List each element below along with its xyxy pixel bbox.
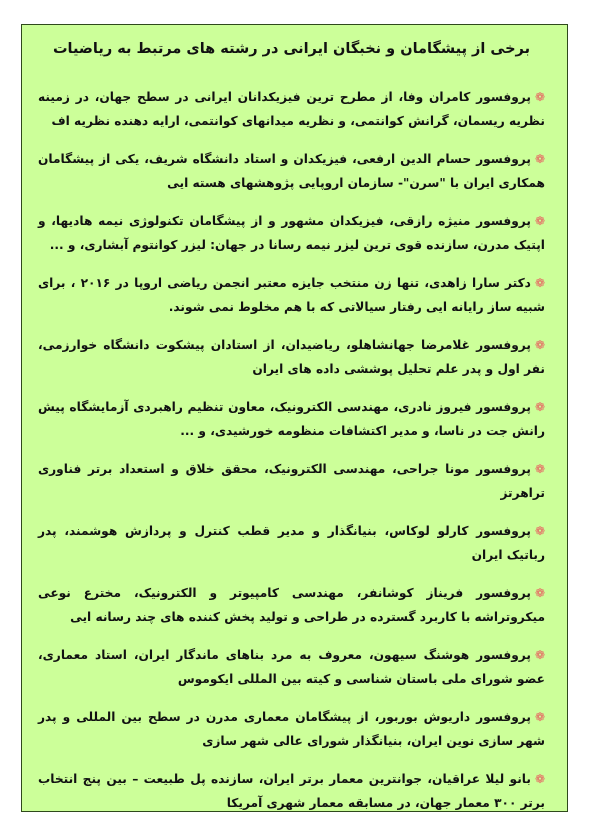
list-item: [38, 209, 545, 257]
list-item-text: بانو لیلا عراقیان، جوانترین معمار برتر ایران، سازنده پل طبیعت – بین پنج انتخاب برتر ۳۰۰ معمار جهان، در مسابقه معمار شهری آمریکا: [38, 772, 545, 810]
list-item: [38, 519, 545, 567]
list-item-text: پروفسور منیژه رازقی، فیزیکدان مشهور و از پیشگامان تکنولوژی نیمه هادیها، و اپتیک مدرن، سازنده قوی ترین لیزر نیمه رسانا در جهان: لیزر کوانتوم آبشاری، و ...: [38, 214, 545, 252]
flower-bullet-icon: ❁: [534, 710, 545, 724]
flower-bullet-icon: ❁: [534, 214, 545, 228]
flower-bullet-icon: ❁: [534, 524, 545, 538]
list-item-text: پروفسور فیروز نادری، مهندسی الکترونیک، معاون تنظیم راهبردی آزمایشگاه پیش رانش جت در ناسا، و مدیر اکتشافات منظومه خورشیدی، و ...: [38, 400, 545, 438]
pioneers-list: [38, 85, 545, 815]
flower-bullet-icon: ❁: [534, 772, 545, 786]
list-item-text: پروفسور کامران وفا، از مطرح ترین فیزیکدانان ایرانی در سطح جهان، در زمینه نظریه ریسمان، گرانش کوانتمی، و نظریه میدانهای کوانتمی، ارایه دهنده نظریه اف: [38, 90, 545, 128]
flower-bullet-icon: ❁: [534, 338, 545, 352]
list-item: [38, 395, 545, 443]
list-item: [38, 767, 545, 815]
list-item: [38, 271, 545, 319]
list-item: [38, 581, 545, 629]
flower-bullet-icon: ❁: [534, 152, 545, 166]
list-item: [38, 147, 545, 195]
flower-bullet-icon: ❁: [534, 586, 545, 600]
list-item-text: پروفسور مونا جراحی، مهندسی الکترونیک، محقق خلاق و استعداد برتر فناوری تراهرتز: [38, 462, 545, 500]
list-item: [38, 643, 545, 691]
list-item-text: پروفسور هوشنگ سیهون، معروف به مرد بناهای ماندگار ایران، استاد معماری، عضو شورای ملی باستان شناسی و کیته بین المللی ایکوموس: [38, 648, 545, 686]
flower-bullet-icon: ❁: [534, 648, 545, 662]
list-item: [38, 705, 545, 753]
list-item-text: پروفسور کارلو لوکاس، بنیانگذار و مدیر قطب کنترل و پردازش هوشمند، پدر رباتیک ایران: [38, 524, 545, 562]
flower-bullet-icon: ❁: [534, 90, 545, 104]
list-item: [38, 457, 545, 505]
list-item-text: پروفسور داریوش بوربور، از پیشگامان معماری مدرن در سطح بین المللی و پدر شهر سازی نوین ایران، بنیانگذار شورای عالی شهر سازی: [38, 710, 545, 748]
flower-bullet-icon: ❁: [534, 400, 545, 414]
list-item: [38, 333, 545, 381]
list-item-text: پروفسور غلامرضا جهانشاهلو، ریاضیدان، از استادان پیشکوت دانشگاه خوارزمی، نفر اول و پدر علم تحلیل پوششی داده های ایران: [38, 338, 545, 376]
flower-bullet-icon: ❁: [534, 462, 545, 476]
list-item-text: دکتر سارا زاهدی، تنها زن منتخب جایزه معتبر انجمن ریاضی اروپا در ۲۰۱۶ ، برای شبیه ساز رایانه ایی رفتار سیالاتی که با هم مخلوط نمی شوند.: [38, 276, 545, 314]
list-item-text: پروفسور حسام الدین ارفعی، فیزیکدان و استاد دانشگاه شریف، یکی از پیشگامان همکاری ایران با "سرن"- سازمان اروپایی پژوهشهای هسته ایی: [38, 152, 545, 190]
document-page: [21, 24, 568, 812]
flower-bullet-icon: ❁: [534, 276, 545, 290]
list-item: [38, 85, 545, 133]
list-item-text: پروفسور فریناز کوشانفر، مهندسی کامپیوتر و الکترونیک، مخترع نوعی میکروتراشه با کاربرد گسترده در طراحی و تولید پخش کننده های چند رسانه ایی: [38, 586, 545, 624]
document-title: برخی از پیشگامان و نخبگان ایرانی در رشته های مرتبط به ریاضیات: [52, 41, 531, 57]
